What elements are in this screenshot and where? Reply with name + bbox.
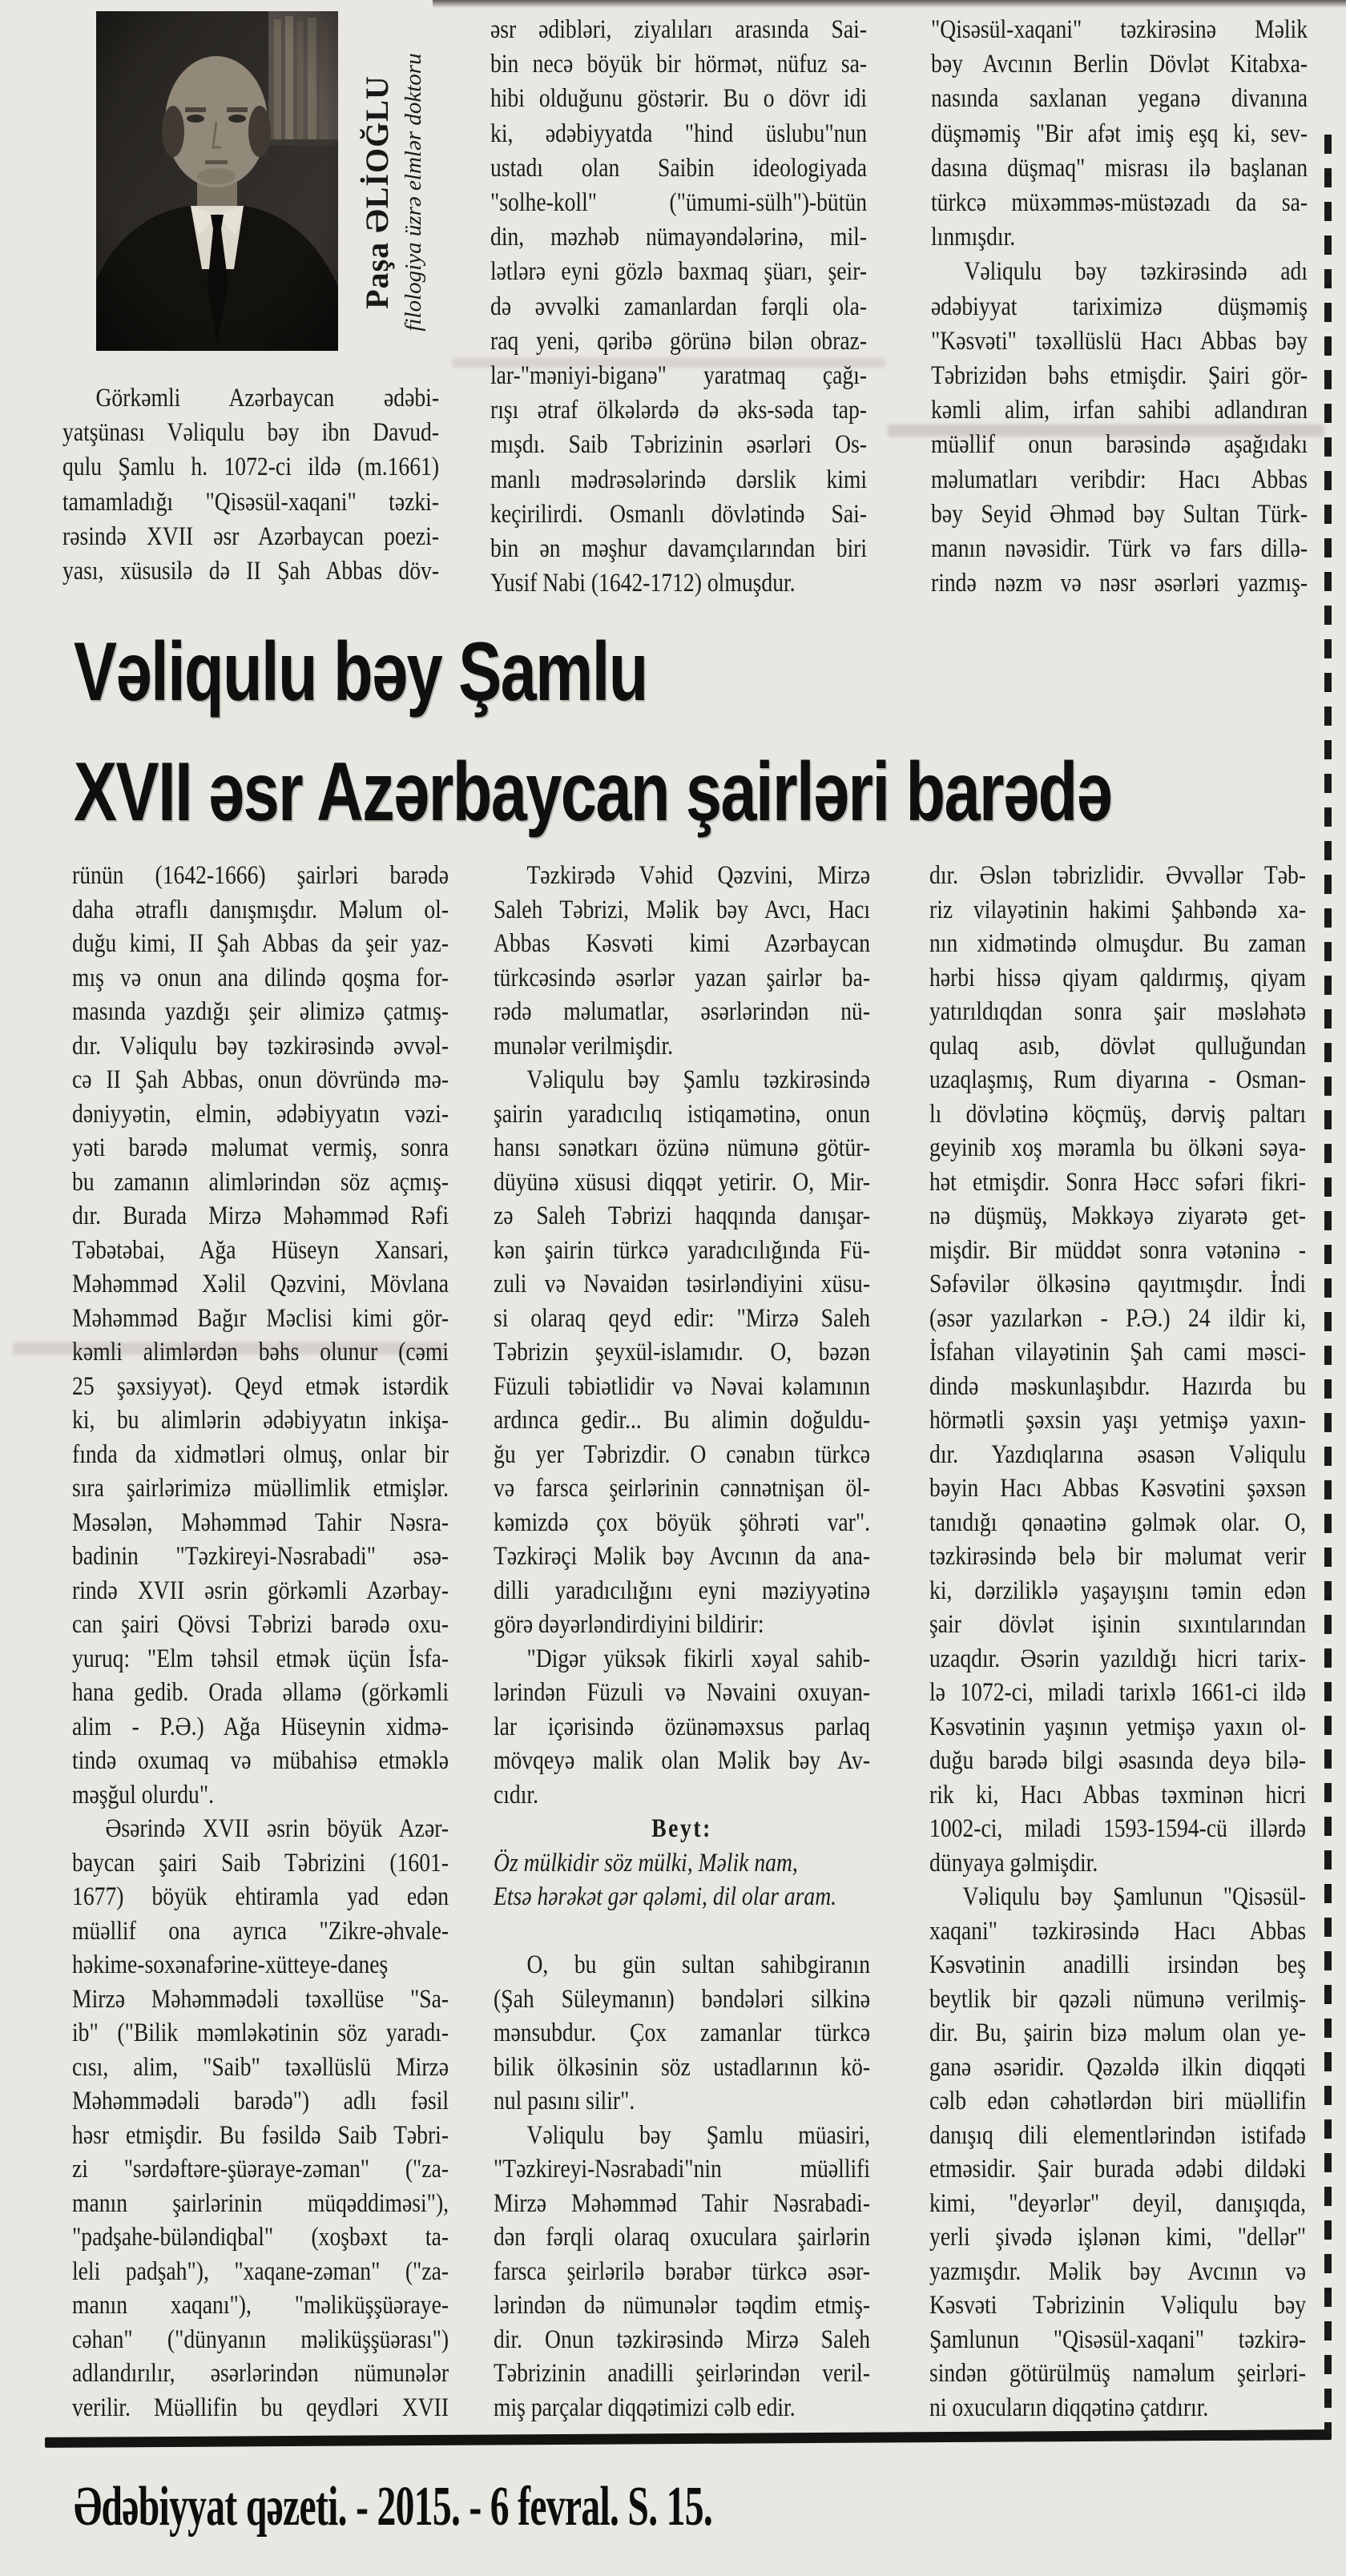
text-line: bin necə böyük bir hörmət, nüfuz sa- (490, 50, 868, 79)
text-line: ardınca gedir... Bu alimin doğuldu- (494, 1406, 871, 1435)
text-line: Saleh Təbrizi, Məlik bəy Avcı, Hacı (494, 895, 871, 924)
text-line: dində məskunlaşıbdır. Hazırda bu (929, 1371, 1307, 1401)
text-line: leli padşah"), "xaqane-zəman" ("za- (72, 2256, 449, 2286)
text-line: dır. Burada Mirzə Məhəmməd Rəfi (72, 1201, 449, 1230)
text-line: dasına düşmaq" misrası ilə başlanan (931, 153, 1308, 183)
text-line: Təbrizidən bəhs etmişdir. Şairi gör- (931, 361, 1308, 391)
text-line: (əsər yazılarkən - P.Ə.) 24 ildir ki, (929, 1303, 1307, 1333)
text-line: rədə məlumatlar, əsərlərindən nü- (494, 997, 871, 1026)
text-line: yuruq: "Elm təhsil etmək üçün İsfa- (72, 1644, 449, 1673)
text-line: bəy Avcının Berlin Dövlət Kitabxa- (931, 50, 1308, 79)
text-line: 25 şəxsiyyət). Qeyd etmək istərdik (72, 1371, 449, 1401)
text-line: "Kəsvəti" təxəllüslü Hacı Abbas bəy (931, 326, 1308, 356)
text-line: "padşahe-büləndiqbal" (xoşbəxt ta- (72, 2223, 449, 2252)
text-line: lərindən Füzuli və Nəvaini oxuyan- (494, 1678, 871, 1707)
text-line: Mirzə Məhəmmədəli təxəllüse "Sa- (72, 1984, 449, 2014)
text-line: lə 1072-ci, miladi tarixlə 1661-ci ildə (929, 1678, 1307, 1707)
text-line: lınmışdır. (931, 223, 1016, 252)
text-line: hərbi hissə qiyam qaldırmış, qiyam (929, 963, 1307, 992)
text-line: can şairi Qövsi Təbrizi barədə oxu- (72, 1610, 449, 1639)
text-line: badinin "Təzkireyi-Nəsrabadi" əsə- (72, 1542, 449, 1571)
body-column-2 (494, 859, 870, 2425)
text-line (494, 1914, 870, 1949)
text-line: türkcəsində əsərlər yazan şairlər ba- (494, 963, 871, 992)
source-citation: Ədəbiyyat qəzeti. - 2015. - 6 fevral. S. 15. (74, 2476, 713, 2538)
text-line: "Təzkireyi-Nəsrabadi"nin müəllifi (494, 2155, 871, 2184)
text-line: şair dövlət işinin sıxıntılarından (929, 1610, 1307, 1639)
text-line: Mirzə Məhəmməd Tahir Nəsrabadi- (494, 2188, 871, 2218)
text-line: yatşünası Vəliqulu bəy ibn Davud- (62, 418, 440, 448)
text-line: Səfəvilər ölkəsinə qayıtmışdır. İndi (929, 1270, 1307, 1298)
text-line: ganə əsəridir. Qəzəldə ilkin diqqəti (929, 2052, 1307, 2082)
text-line: Təzkirəçi Məlik bəy Avcının da ana- (494, 1542, 871, 1571)
text-line: mış və onun ana dilində qoşma for- (72, 963, 449, 992)
text-line: dir. Bu, şairin bizə məlum olan ye- (929, 2019, 1307, 2047)
text-line: İsfahan vilayətinin Şah cami məsci- (929, 1338, 1307, 1366)
text-line: də əvvəlki zamanlardan fərqli ola- (490, 292, 868, 321)
text-line: zə Saleh Təbrizi haqqında danışar- (494, 1201, 871, 1230)
text-line: müəllif onun barəsində aşağıdakı (931, 430, 1308, 460)
headline (74, 612, 1111, 852)
text-line: sindən götürülmüş naməlum şeirləri- (929, 2359, 1307, 2388)
text-line: O, bu gün sultan sahibgiranın (494, 1950, 871, 1979)
text-line: Kəsvətinin yaşının yetmişə yaxın ol- (929, 1712, 1307, 1741)
text-line: rünün (1642-1666) şairləri barədə (72, 861, 449, 890)
text-line: lı dövlətinə köçmüş, dərviş paltarı (929, 1099, 1307, 1129)
text-line: məşğul olurdu". (72, 1780, 215, 1809)
text-line: bu zamanın alimlərindən söz açmış- (72, 1167, 449, 1197)
text-line: Əsərində XVII əsrin böyük Azər- (72, 1814, 449, 1843)
text-line: rik ki, Hacı Abbas təxminən hicri (929, 1780, 1307, 1809)
body-column-1 (72, 859, 449, 2425)
text-line: yəti barədə məlumat vermiş, sonra (72, 1133, 449, 1162)
text-line: hana gedib. Orada əllamə (görkəmli (72, 1678, 449, 1707)
text-line: nul pasını silir". (494, 2087, 635, 2115)
text-line: zi "sərdəftəre-şüəraye-zəman" ("za- (72, 2155, 449, 2184)
text-line: Təbrizinin anadilli şeirlərindən veril- (494, 2359, 871, 2388)
text-line: farsca şeirlərilə bərabər türkcə əsər- (494, 2256, 871, 2286)
text-line: ki, ədəbiyyatda "hind üslubu"nun (490, 119, 868, 148)
text-line: yazmışdır. Məlik bəy Avcının və (929, 2256, 1307, 2286)
text-line: Vəliqulu bəy Şamlu təzkirəsində (494, 1065, 871, 1094)
text-line: əsr ədibləri, ziyalıları arasında Sai- (490, 15, 868, 44)
text-line: daha ətraflı danışmışdır. Məlum ol- (72, 895, 449, 924)
text-line: nasında saxlanan yeganə divanına (931, 84, 1308, 114)
text-line: zuli və Nəvaidən təsirləndiyini xüsu- (494, 1270, 871, 1298)
text-line: cəlb edən cəhətlərdən biri müəllifin (929, 2087, 1307, 2115)
text-line: Görkəmli Azərbaycan ədəbi- (62, 384, 440, 413)
byline-author-title: filologiya üzrə elmlər doktoru (401, 53, 426, 332)
text-line: "solhe-koll" ("ümumi-sülh")-bütün (490, 188, 868, 218)
text-line: qulaq asıb, dövlət qulluğundan (929, 1031, 1307, 1061)
text-line: mişdir. Bir müddət sonra vətəninə - (929, 1235, 1307, 1265)
intro-column-3 (931, 13, 1308, 601)
text-line: etməsidir. Şair burada ədəbi dildəki (929, 2155, 1307, 2184)
text-line: 1002-ci, miladi 1593-1594-cü illərdə (929, 1814, 1307, 1843)
text-line: şairin yaradıcılıq istiqamətinə, onun (494, 1099, 871, 1129)
text-line: düyünə xüsusi diqqət yetirir. O, Mir- (494, 1167, 871, 1197)
text-line: beytlik bir qəzəli nümunə verilmiş- (929, 1984, 1307, 2014)
text-line: munələr verilmişdir. (494, 1031, 674, 1061)
text-line: türkcə müxəmməs-müstəzadı da sa- (931, 188, 1308, 218)
text-line: uzaqdır. Əsərin yazıldığı hicri tarix- (929, 1644, 1307, 1673)
text-line: ki, bu alimlərin ədəbiyyatın inkişa- (72, 1406, 449, 1435)
text-line: miş parçalar diqqətimizi cəlb edir. (494, 2393, 796, 2422)
text-line: Məhəmməd Bağır Məclisi kimi gör- (72, 1303, 449, 1333)
text-line: həsr etmişdir. Bu fəsildə Saib Təbri- (72, 2120, 449, 2150)
text-line: məlumatları veribdir: Hacı Abbas (931, 465, 1308, 494)
text-line: sıra şairlərimizə müəllimlik etmişlər. (72, 1474, 449, 1503)
text-line: rışı ətraf ölkələrdə də əks-səda tap- (490, 396, 868, 425)
text-line: dən fərqli olaraq oxuculara şairlərin (494, 2223, 871, 2252)
text-line: keçirilirdi. Osmanlı dövlətində Sai- (490, 499, 868, 529)
text-line: Yusif Nabi (1642-1712) olmuşdur. (490, 569, 796, 598)
text-line: kəmli alim, irfan sahibi adlandıran (931, 396, 1308, 425)
text-line: bin ən məşhur davamçılarından biri (490, 534, 868, 564)
text-line: Öz mülkidir söz mülki, Məlik nam, (494, 1848, 798, 1878)
text-line: Vəliqulu bəy təzkirəsində adı (931, 257, 1308, 287)
text-line: həkime-soxənafərine-xütteye-daneş (72, 1950, 389, 1979)
text-line: rində nəzm və nəsr əsərləri yazmış- (931, 569, 1308, 598)
text-line: müəllif ona ayrıca "Zikre-əhvale- (72, 1916, 449, 1946)
text-line: masında yazdığı şeir əlimizə çatmış- (72, 997, 449, 1026)
text-line: və farsca şeirlərinin cənnətnişan öl- (494, 1474, 871, 1503)
text-line: cısı, alim, "Saib" təxəllüslü Mirzə (72, 2052, 449, 2082)
text-line: təzkirəsində belə bir məlumat verir (929, 1542, 1307, 1571)
text-line: ğu yer Təbrizdir. O cənabın türkcə (494, 1439, 871, 1469)
text-line: bəyin Hacı Abbas Kəsvətini şəxsən (929, 1474, 1307, 1503)
text-line: kəmizdə çox böyük şöhrəti var". (494, 1507, 871, 1537)
text-line: baycan şairi Saib Təbrizini (1601- (72, 1848, 449, 1878)
text-line: hansı sənətkarı özünə nümunə götür- (494, 1133, 871, 1162)
text-line: dır. Əslən təbrizlidir. Əvvəllər Təb- (929, 861, 1307, 890)
text-line: manlı mədrəsələrində dərslik kimi (490, 465, 868, 494)
text-line: uzaqlaşmış, Rum diyarına - Osman- (929, 1065, 1307, 1094)
text-line: bilik ölkəsinin söz ustadlarının kö- (494, 2052, 871, 2082)
text-line: yası, xüsusilə də II Şah Abbas döv- (62, 557, 440, 586)
text-line: fında da xidmətləri olmuş, onlar bir (72, 1439, 449, 1469)
text-line: cə II Şah Abbas, onun dövründə mə- (72, 1065, 449, 1094)
text-line: cəhan" ("dünyanın məliküşşüərası") (72, 2324, 449, 2354)
portrait-image (96, 11, 338, 351)
text-line: tamamladığı "Qisəsül-xaqani" təzki- (62, 487, 440, 517)
text-line: si olaraq qeyd edir: "Mirzə Saleh (494, 1303, 871, 1333)
text-line: xaqani" təzkirəsində Hacı Abbas (929, 1916, 1307, 1946)
text-line: ib" ("Bilik məmləkətinin söz yaradı- (72, 2019, 449, 2047)
text-line: nə düşmüş, Məkkəyə ziyarətə get- (929, 1201, 1307, 1230)
text-line: dəniyyətin, elmin, ədəbiyyatın vəzi- (72, 1099, 449, 1129)
text-line: ustadı olan Saibin ideologiyada (490, 153, 868, 183)
text-line: ni oxucuların diqqətinə çatdırır. (929, 2393, 1209, 2422)
text-line: "Qisəsül-xaqani" təzkirəsinə Məlik (931, 15, 1308, 44)
text-line: verilir. Müəllifin bu qeydləri XVII (72, 2393, 449, 2422)
text-line: hibi olduğunu göstərir. Bu o dövr idi (490, 84, 868, 114)
text-line: ədəbiyyat tariximizə düşməmiş (931, 292, 1308, 321)
text-line: "Digər yüksək fikirli xəyal sahib- (494, 1644, 871, 1673)
text-line: Vəliqulu bəy Şamlu müasiri, (494, 2120, 871, 2150)
text-line: hət etmişdir. Sonra Həcc səfəri fikri- (929, 1167, 1307, 1197)
text-line: dünyaya gəlmişdir. (929, 1848, 1098, 1878)
text-line: cıdır. (494, 1780, 539, 1809)
text-line: Vəliqulu bəy Şamlunun "Qisəsül- (929, 1882, 1307, 1911)
text-line: düşməmiş "Bir afət imiş eşq ki, sev- (931, 119, 1308, 148)
scan-artifact (433, 0, 1346, 8)
separator-rule (45, 2429, 1332, 2448)
text-line: Təbətəbai, Ağa Hüseyn Xansari, (72, 1235, 449, 1265)
text-line: Abbas Kəsvəti kimi Azərbaycan (494, 929, 871, 958)
text-line: mənsubdur. Çox zamanlar türkcə (494, 2019, 871, 2047)
text-line: lar içərisində özünəməxsus parlaq (494, 1712, 871, 1741)
text-line: rəsində XVII əsr Azərbaycan poezi- (62, 521, 440, 551)
text-line: manın xaqanı"), "məliküşşüəraye- (72, 2291, 449, 2320)
text-line: Məhəmməd Xəlil Qəzvini, Mövlana (72, 1270, 449, 1298)
text-line: rində XVII əsrin görkəmli Azərbay- (72, 1576, 449, 1605)
text-line: nın xidmətində olmuşdur. Bu zaman (929, 929, 1307, 958)
text-line: Şamlunun "Qisəsül-xaqani" təzkirə- (929, 2324, 1307, 2354)
text-line: lətlərə eyni gözlə baxmaq şüarı, şeir- (490, 257, 868, 287)
text-line: kimi, "deyərlər" deyil, danışıqda, (929, 2188, 1307, 2218)
text-line: Beyt: (651, 1814, 712, 1843)
text-line: duğu barədə bilgi əsasında deyə bilə- (929, 1746, 1307, 1775)
text-line: din, məzhəb nümayəndələrinə, mil- (490, 223, 868, 252)
byline-author-name: Paşa ƏLİOĞLU (359, 75, 395, 309)
text-line: hörmətli şəxsin yaşı yetmişə yaxın- (929, 1406, 1307, 1435)
text-line: kəmli alimlərdən bəhs olunur (cəmi (72, 1338, 449, 1366)
intro-column-2 (490, 13, 867, 601)
text-line: manın nəvəsidir. Türk və fars dillə- (931, 534, 1308, 564)
text-line: mışdı. Saib Təbrizinin əsərləri Os- (490, 430, 868, 460)
text-line: bəy Seyid Əhməd bəy Sultan Türk- (931, 499, 1308, 529)
text-line: Kəsvətinin anadilli irsindən beş (929, 1950, 1307, 1979)
text-line: manın şairlərinin müqəddiməsi"), (72, 2188, 449, 2218)
text-line: duğu kimi, II Şah Abbas da şeir yaz- (72, 929, 449, 958)
text-line: alim - P.Ə.) Ağa Hüseynin xidmə- (72, 1712, 449, 1741)
text-line: tanıdığı qənaətinə gəlmək olar. O, (929, 1507, 1307, 1537)
text-line: Kəsvəti Təbrizinin Vəliqulu bəy (929, 2291, 1307, 2320)
text-line: mövqeyə malik olan Məlik bəy Av- (494, 1746, 871, 1775)
byline (349, 8, 437, 376)
body-column-3 (929, 859, 1306, 2425)
intro-column-1 (62, 381, 439, 589)
text-line: lərindən də nümunələr təqdim etmiş- (494, 2291, 871, 2320)
text-line: görə dəyərləndirdiyini bildirir: (494, 1610, 764, 1639)
text-line: dilli yaradıcılığını eyni məziyyətinə (494, 1576, 871, 1605)
text-line: geyinib xoş məramla bu ölkəni səya- (929, 1133, 1307, 1162)
author-photo (96, 11, 338, 351)
text-line: Təzkirədə Vəhid Qəzvini, Mirzə (494, 861, 871, 890)
text-line: Füzuli təbiətlidir və Nəvai kəlamının (494, 1371, 871, 1401)
text-line: dir. Onun təzkirəsində Mirzə Saleh (494, 2324, 871, 2354)
text-line: adlandırılır, əsərlərindən nümunələr (72, 2359, 449, 2388)
text-line: dır. Vəliqulu bəy təzkirəsində əvvəl- (72, 1031, 449, 1061)
text-line: yerli şivədə işlənən kimi, "dellər" (929, 2223, 1307, 2252)
text-line: raq yeni, qəribə görünə bilən obraz- (490, 326, 868, 356)
text-line: qulu Şamlu h. 1072-ci ildə (m.1661) (62, 453, 440, 482)
text-line: Təbrizin şeyxül-islamıdır. O, bəzən (494, 1338, 871, 1366)
dashed-right-border (1324, 135, 1332, 2433)
text-line: Etsə hərəkət gər qələmi, dil olar aram. (494, 1882, 837, 1911)
text-line: riz vilayətinin hakimi Şahbəndə xa- (929, 895, 1307, 924)
headline-line1: Vəliqulu bəy Şamlu (74, 626, 647, 718)
text-line: Məhəmmədəli barədə") adlı fəsil (72, 2087, 449, 2115)
text-line: ki, dərziliklə yaşayışını təmin edən (929, 1576, 1307, 1605)
text-line: (Şah Süleymanın) bəndələri silkinə (494, 1984, 871, 2014)
text-line: tində oxumaq və mübahisə etməklə (72, 1746, 449, 1775)
text-line: Məsələn, Məhəmməd Tahir Nəsra- (72, 1507, 449, 1537)
text-line: dır. Yazdıqlarına əsasən Vəliqulu (929, 1439, 1307, 1469)
text-line: danışıq dili elementlərindən istifadə (929, 2120, 1307, 2150)
text-line: lar-"məniyi-biganə" yaratmaq çağı- (490, 361, 868, 391)
headline-line2: XVII əsr Azərbaycan şairləri barədə (74, 746, 1112, 839)
text-line: 1677) böyük ehtiramla yad edən (72, 1882, 449, 1911)
text-line: kən şairin türkcə yaradıcılığında Fü- (494, 1235, 871, 1265)
text-line: yatırıldıqdan sonra şair məsləhətə (929, 997, 1307, 1026)
